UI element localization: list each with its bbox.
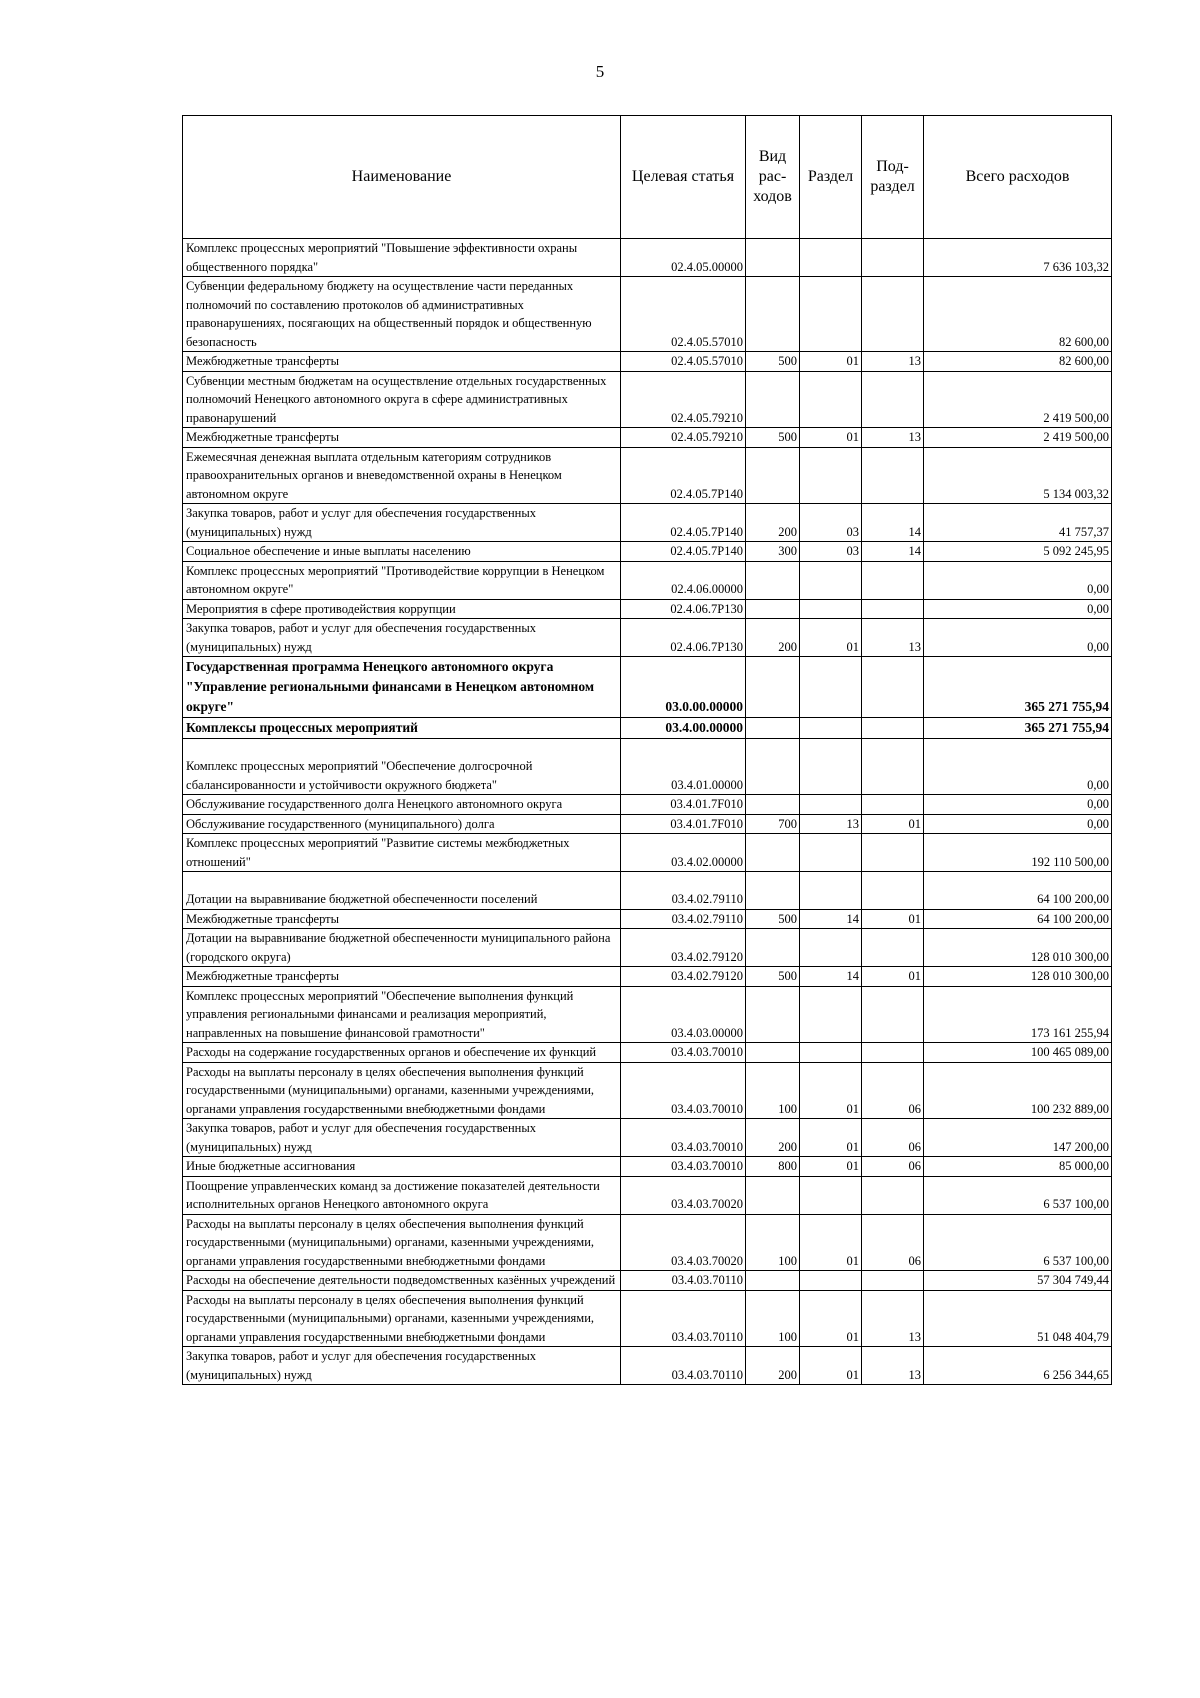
row-section	[800, 371, 862, 428]
row-section: 01	[800, 1214, 862, 1271]
row-expense-type	[746, 718, 800, 739]
row-total: 6 256 344,65	[924, 1347, 1112, 1385]
row-section: 01	[800, 352, 862, 372]
row-total: 0,00	[924, 795, 1112, 815]
row-name: Закупка товаров, работ и услуг для обеспечения государственных (муниципальных) нужд	[183, 1347, 621, 1385]
row-section	[800, 718, 862, 739]
row-expense-type	[746, 561, 800, 599]
row-expense-type: 200	[746, 1119, 800, 1157]
table-row	[183, 872, 1112, 910]
row-total: 85 000,00	[924, 1157, 1112, 1177]
row-section	[800, 739, 862, 795]
row-total: 100 232 889,00	[924, 1062, 1112, 1119]
table-row	[183, 1176, 1112, 1214]
row-target-article: 03.0.00.00000	[621, 657, 746, 718]
row-target-article: 02.4.05.79210	[621, 371, 746, 428]
row-section: 01	[800, 1119, 862, 1157]
header-name: Наименование	[183, 116, 621, 239]
row-expense-type: 500	[746, 967, 800, 987]
row-total: 2 419 500,00	[924, 428, 1112, 448]
row-subsection: 01	[862, 814, 924, 834]
row-total: 147 200,00	[924, 1119, 1112, 1157]
row-target-article: 02.4.05.57010	[621, 352, 746, 372]
row-total: 6 537 100,00	[924, 1214, 1112, 1271]
table-row	[183, 371, 1112, 428]
row-name: Закупка товаров, работ и услуг для обеспечения государственных (муниципальных) нужд	[183, 504, 621, 542]
table-row	[183, 814, 1112, 834]
row-total: 51 048 404,79	[924, 1290, 1112, 1347]
row-total: 365 271 755,94	[924, 657, 1112, 718]
row-target-article: 03.4.03.70010	[621, 1157, 746, 1177]
row-subsection: 06	[862, 1214, 924, 1271]
row-expense-type: 300	[746, 542, 800, 562]
row-subsection: 06	[862, 1119, 924, 1157]
row-total: 57 304 749,44	[924, 1271, 1112, 1291]
table-row	[183, 599, 1112, 619]
row-name: Комплекс процессных мероприятий "Повышение эффективности охраны общественного порядка"	[183, 239, 621, 277]
table-row	[183, 929, 1112, 967]
table-row	[183, 1290, 1112, 1347]
row-section: 13	[800, 814, 862, 834]
table-row	[183, 239, 1112, 277]
row-target-article: 03.4.02.79120	[621, 929, 746, 967]
row-subsection: 14	[862, 542, 924, 562]
row-total: 64 100 200,00	[924, 909, 1112, 929]
table-row	[183, 1347, 1112, 1385]
row-target-article: 02.4.05.7Р140	[621, 504, 746, 542]
row-section	[800, 986, 862, 1043]
row-subsection: 13	[862, 619, 924, 657]
row-expense-type	[746, 872, 800, 910]
table-row	[183, 277, 1112, 352]
row-subsection	[862, 239, 924, 277]
row-target-article: 03.4.03.70010	[621, 1043, 746, 1063]
row-target-article: 03.4.03.70020	[621, 1214, 746, 1271]
row-expense-type	[746, 1271, 800, 1291]
row-expense-type	[746, 795, 800, 815]
row-section: 01	[800, 1290, 862, 1347]
row-target-article: 02.4.06.00000	[621, 561, 746, 599]
row-subsection: 13	[862, 1347, 924, 1385]
row-section: 03	[800, 542, 862, 562]
row-name: Закупка товаров, работ и услуг для обеспечения государственных (муниципальных) нужд	[183, 619, 621, 657]
row-subsection	[862, 599, 924, 619]
row-expense-type	[746, 834, 800, 872]
row-name: Расходы на содержание государственных органов и обеспечение их функций	[183, 1043, 621, 1063]
row-subsection	[862, 929, 924, 967]
row-target-article: 03.4.01.7F010	[621, 795, 746, 815]
row-section	[800, 599, 862, 619]
row-name: Комплекс процессных мероприятий "Противодействие коррупции в Ненецком автономном округе"	[183, 561, 621, 599]
row-expense-type: 200	[746, 619, 800, 657]
row-target-article: 03.4.03.00000	[621, 986, 746, 1043]
row-subsection: 01	[862, 909, 924, 929]
row-name: Комплексы процессных мероприятий	[183, 718, 621, 739]
row-section	[800, 929, 862, 967]
row-name: Государственная программа Ненецкого автономного округа "Управление региональными финансами в Ненецком автономном округе"	[183, 657, 621, 718]
row-target-article: 02.4.05.79210	[621, 428, 746, 448]
row-target-article: 03.4.03.70110	[621, 1271, 746, 1291]
row-name: Расходы на выплаты персоналу в целях обеспечения выполнения функций государственными (муниципальными) органами, казенными учреждениями, органами управления государственными внебюджетными фондами	[183, 1214, 621, 1271]
row-expense-type: 500	[746, 428, 800, 448]
row-expense-type	[746, 371, 800, 428]
table-header-row	[183, 116, 1112, 239]
row-name: Межбюджетные трансферты	[183, 909, 621, 929]
row-name: Комплекс процессных мероприятий "Обеспечение долгосрочной сбалансированности и устойчивости окружного бюджета"	[183, 739, 621, 795]
row-name: Мероприятия в сфере противодействия коррупции	[183, 599, 621, 619]
row-subsection	[862, 447, 924, 504]
row-name: Межбюджетные трансферты	[183, 352, 621, 372]
row-subsection	[862, 277, 924, 352]
row-section	[800, 1271, 862, 1291]
row-expense-type: 200	[746, 1347, 800, 1385]
table-row	[183, 739, 1112, 795]
table-row	[183, 718, 1112, 739]
table-row	[183, 1119, 1112, 1157]
table-row	[183, 504, 1112, 542]
header-subsection: Под-раздел	[862, 116, 924, 239]
table-row	[183, 561, 1112, 599]
row-section	[800, 795, 862, 815]
row-section	[800, 277, 862, 352]
row-section	[800, 447, 862, 504]
row-section: 01	[800, 1157, 862, 1177]
row-name: Комплекс процессных мероприятий "Обеспечение выполнения функций управления региональными финансами и реализация мероприятий, направленных на повышение финансовой грамотности"	[183, 986, 621, 1043]
row-section	[800, 834, 862, 872]
row-section: 01	[800, 619, 862, 657]
row-subsection	[862, 657, 924, 718]
row-expense-type	[746, 1043, 800, 1063]
row-target-article: 03.4.03.70110	[621, 1347, 746, 1385]
row-total: 128 010 300,00	[924, 967, 1112, 987]
row-target-article: 02.4.06.7Р130	[621, 599, 746, 619]
row-name: Дотации на выравнивание бюджетной обеспеченности поселений	[183, 872, 621, 910]
row-name: Закупка товаров, работ и услуг для обеспечения государственных (муниципальных) нужд	[183, 1119, 621, 1157]
row-name: Расходы на выплаты персоналу в целях обеспечения выполнения функций государственными (муниципальными) органами, казенными учреждениями, органами управления государственными внебюджетными фондами	[183, 1290, 621, 1347]
row-subsection: 06	[862, 1157, 924, 1177]
row-section: 01	[800, 1347, 862, 1385]
row-expense-type: 800	[746, 1157, 800, 1177]
row-expense-type: 500	[746, 352, 800, 372]
row-target-article: 03.4.03.70010	[621, 1119, 746, 1157]
row-subsection	[862, 872, 924, 910]
row-expense-type	[746, 599, 800, 619]
row-total: 128 010 300,00	[924, 929, 1112, 967]
table-row	[183, 1062, 1112, 1119]
row-expense-type: 100	[746, 1214, 800, 1271]
row-target-article: 03.4.03.70010	[621, 1062, 746, 1119]
table-row	[183, 834, 1112, 872]
row-expense-type	[746, 277, 800, 352]
table-row	[183, 1157, 1112, 1177]
row-subsection: 06	[862, 1062, 924, 1119]
table-row	[183, 619, 1112, 657]
row-name: Расходы на обеспечение деятельности подведомственных казённых учреждений	[183, 1271, 621, 1291]
row-subsection	[862, 1043, 924, 1063]
table-row	[183, 795, 1112, 815]
table-row	[183, 542, 1112, 562]
row-total: 173 161 255,94	[924, 986, 1112, 1043]
row-total: 5 092 245,95	[924, 542, 1112, 562]
row-section: 01	[800, 1062, 862, 1119]
row-target-article: 02.4.05.7Р140	[621, 542, 746, 562]
row-expense-type	[746, 986, 800, 1043]
row-total: 100 465 089,00	[924, 1043, 1112, 1063]
row-name: Ежемесячная денежная выплата отдельным категориям сотрудников правоохранительных органов и вневедомственной охраны в Ненецком автономном округе	[183, 447, 621, 504]
row-section	[800, 872, 862, 910]
row-expense-type	[746, 239, 800, 277]
row-section: 03	[800, 504, 862, 542]
row-name: Расходы на выплаты персоналу в целях обеспечения выполнения функций государственными (муниципальными) органами, казенными учреждениями, органами управления государственными внебюджетными фондами	[183, 1062, 621, 1119]
row-target-article: 03.4.03.70020	[621, 1176, 746, 1214]
budget-table	[182, 115, 1112, 1385]
row-expense-type: 200	[746, 504, 800, 542]
row-target-article: 03.4.02.00000	[621, 834, 746, 872]
row-name: Поощрение управленческих команд за достижение показателей деятельности исполнительных органов Ненецкого автономного округа	[183, 1176, 621, 1214]
row-subsection: 01	[862, 967, 924, 987]
table-row	[183, 1214, 1112, 1271]
header-expense-type: Вид рас-ходов	[746, 116, 800, 239]
row-section	[800, 239, 862, 277]
row-total: 0,00	[924, 619, 1112, 657]
row-name: Дотации на выравнивание бюджетной обеспеченности муниципального района (городского округа)	[183, 929, 621, 967]
row-section	[800, 657, 862, 718]
row-subsection: 13	[862, 1290, 924, 1347]
row-total: 7 636 103,32	[924, 239, 1112, 277]
row-subsection	[862, 986, 924, 1043]
table-row	[183, 967, 1112, 987]
table-row	[183, 352, 1112, 372]
row-target-article: 02.4.05.00000	[621, 239, 746, 277]
row-section	[800, 1176, 862, 1214]
row-target-article: 02.4.06.7Р130	[621, 619, 746, 657]
row-total: 2 419 500,00	[924, 371, 1112, 428]
row-subsection	[862, 718, 924, 739]
row-expense-type	[746, 1176, 800, 1214]
row-target-article: 03.4.01.7F010	[621, 814, 746, 834]
row-section: 14	[800, 909, 862, 929]
row-subsection	[862, 1271, 924, 1291]
table-body	[183, 239, 1112, 1385]
row-total: 5 134 003,32	[924, 447, 1112, 504]
row-subsection	[862, 739, 924, 795]
row-target-article: 02.4.05.57010	[621, 277, 746, 352]
row-subsection	[862, 834, 924, 872]
row-target-article: 03.4.02.79120	[621, 967, 746, 987]
header-total-expenses: Всего расходов	[924, 116, 1112, 239]
row-section	[800, 561, 862, 599]
row-total: 82 600,00	[924, 352, 1112, 372]
row-total: 0,00	[924, 599, 1112, 619]
row-name: Обслуживание государственного (муниципального) долга	[183, 814, 621, 834]
row-name: Социальное обеспечение и иные выплаты населению	[183, 542, 621, 562]
row-total: 64 100 200,00	[924, 872, 1112, 910]
row-section	[800, 1043, 862, 1063]
row-subsection: 13	[862, 428, 924, 448]
row-name: Комплекс процессных мероприятий "Развитие системы межбюджетных отношений"	[183, 834, 621, 872]
row-subsection	[862, 561, 924, 599]
row-name: Обслуживание государственного долга Ненецкого автономного округа	[183, 795, 621, 815]
row-expense-type: 500	[746, 909, 800, 929]
row-name: Субвенции местным бюджетам на осуществление отдельных государственных полномочий Ненецкого автономного округа в сфере административных правонарушений	[183, 371, 621, 428]
row-total: 82 600,00	[924, 277, 1112, 352]
row-expense-type	[746, 657, 800, 718]
row-target-article: 03.4.01.00000	[621, 739, 746, 795]
row-total: 0,00	[924, 561, 1112, 599]
table-row	[183, 447, 1112, 504]
row-subsection	[862, 1176, 924, 1214]
row-expense-type	[746, 929, 800, 967]
row-subsection: 14	[862, 504, 924, 542]
table-row	[183, 909, 1112, 929]
row-total: 0,00	[924, 739, 1112, 795]
row-expense-type	[746, 447, 800, 504]
row-total: 192 110 500,00	[924, 834, 1112, 872]
row-subsection	[862, 371, 924, 428]
row-target-article: 03.4.02.79110	[621, 872, 746, 910]
row-name: Межбюджетные трансферты	[183, 967, 621, 987]
row-total: 41 757,37	[924, 504, 1112, 542]
row-subsection	[862, 795, 924, 815]
row-total: 6 537 100,00	[924, 1176, 1112, 1214]
row-expense-type: 100	[746, 1290, 800, 1347]
table-row	[183, 986, 1112, 1043]
table-row	[183, 657, 1112, 718]
header-target-article: Целевая статья	[621, 116, 746, 239]
header-section: Раздел	[800, 116, 862, 239]
row-total: 365 271 755,94	[924, 718, 1112, 739]
page-number: 5	[595, 62, 605, 81]
row-name: Иные бюджетные ассигнования	[183, 1157, 621, 1177]
row-expense-type: 700	[746, 814, 800, 834]
row-target-article: 03.4.03.70110	[621, 1290, 746, 1347]
row-expense-type: 100	[746, 1062, 800, 1119]
row-expense-type	[746, 739, 800, 795]
row-section: 14	[800, 967, 862, 987]
row-target-article: 02.4.05.7Р140	[621, 447, 746, 504]
row-subsection: 13	[862, 352, 924, 372]
row-name: Субвенции федеральному бюджету на осуществление части переданных полномочий по составлению протоколов об административных правонарушениях, посягающих на общественный порядок и общественную безопасность	[183, 277, 621, 352]
table-row	[183, 1043, 1112, 1063]
row-target-article: 03.4.02.79110	[621, 909, 746, 929]
table-row	[183, 428, 1112, 448]
row-section: 01	[800, 428, 862, 448]
row-name: Межбюджетные трансферты	[183, 428, 621, 448]
row-target-article: 03.4.00.00000	[621, 718, 746, 739]
table-row	[183, 1271, 1112, 1291]
row-total: 0,00	[924, 814, 1112, 834]
